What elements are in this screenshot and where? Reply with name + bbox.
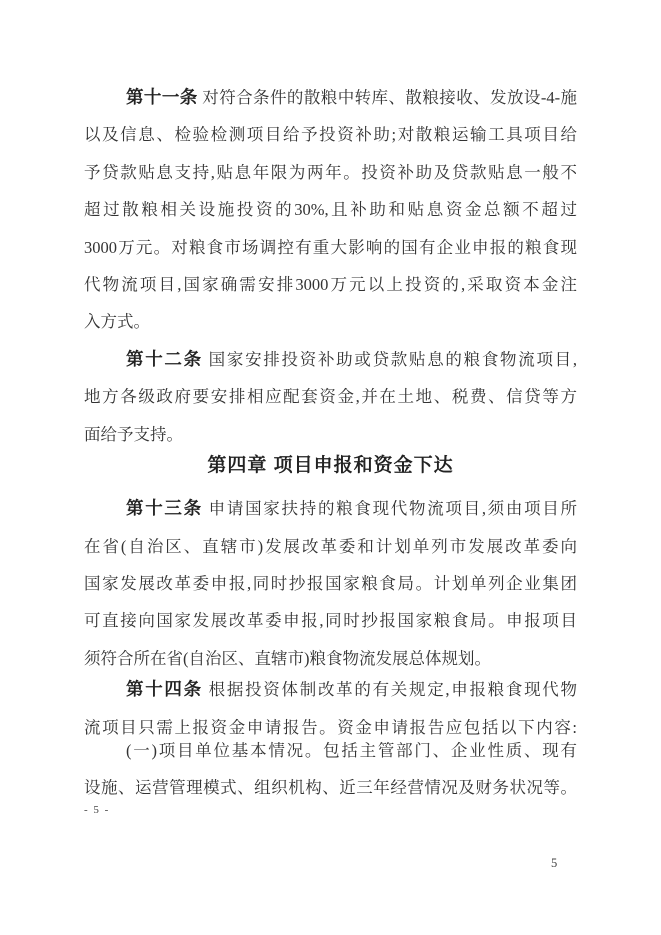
text-line: 在省(自治区、直辖市)发展改革委和计划单列市发展改革委向 bbox=[84, 536, 577, 556]
page-number: 5 bbox=[551, 856, 558, 870]
text-line: 面给予支持。 bbox=[84, 424, 183, 444]
article-number-label: 第十三条 bbox=[126, 498, 203, 519]
document-body bbox=[84, 79, 577, 807]
article-number-label: 第十二条 bbox=[126, 348, 203, 369]
text-line: 以及信息、检验检测项目给予投资补助;对散粮运输工具项目给 bbox=[84, 125, 577, 145]
text-line: 第十一条 对符合条件的散粮中转库、散粮接收、发放设-4-施 bbox=[126, 87, 577, 107]
footer-page-marker: - 5 - bbox=[84, 804, 110, 816]
text-line: 地方各级政府要安排相应配套资金,并在土地、税费、信贷等方 bbox=[84, 387, 577, 407]
text-line: 超过散粮相关设施投资的30%,且补助和贴息资金总额不超过 bbox=[84, 200, 577, 220]
text-line: 可直接向国家发展改革委申报,同时抄报国家粮食局。申报项目 bbox=[84, 611, 577, 631]
article-number-label: 第十一条 bbox=[126, 87, 198, 107]
text-line: 第四章 项目申报和资金下达 bbox=[207, 454, 454, 476]
paragraph bbox=[84, 79, 577, 341]
text-line: 须符合所在省(自治区、直辖市)粮食物流发展总体规划。 bbox=[84, 648, 491, 668]
article-number-label: 第十四条 bbox=[126, 679, 203, 700]
text-line: 流项目只需上报资金申请报告。资金申请报告应包括以下内容: bbox=[84, 717, 577, 737]
text-line: 国家发展改革委申报,同时抄报国家粮食局。计划单列企业集团 bbox=[84, 574, 577, 594]
text-line: 予贷款贴息支持,贴息年限为两年。投资补助及贷款贴息一般不 bbox=[84, 162, 577, 182]
text-line: 入方式。 bbox=[84, 312, 150, 332]
paragraph bbox=[84, 732, 577, 807]
text-line: (一)项目单位基本情况。包括主管部门、企业性质、现有 bbox=[126, 741, 577, 761]
paragraph bbox=[84, 341, 577, 453]
text-line: 第十二条 国家安排投资补助或贷款贴息的粮食物流项目, bbox=[126, 348, 578, 369]
text-line: 第十三条 申请国家扶持的粮食现代物流项目,须由项目所 bbox=[126, 498, 578, 519]
paragraph bbox=[84, 490, 577, 677]
text-line: 代物流项目,国家确需安排3000万元以上投资的,采取资本金注 bbox=[84, 274, 577, 294]
text-line: 设施、运营管理模式、组织机构、近三年经营情况及财务状况等。 bbox=[84, 778, 577, 798]
text-line: 第十四条 根据投资体制改革的有关规定,申报粮食现代物 bbox=[126, 679, 578, 700]
text-line: 3000万元。对粮食市场调控有重大影响的国有企业申报的粮食现 bbox=[84, 237, 577, 257]
